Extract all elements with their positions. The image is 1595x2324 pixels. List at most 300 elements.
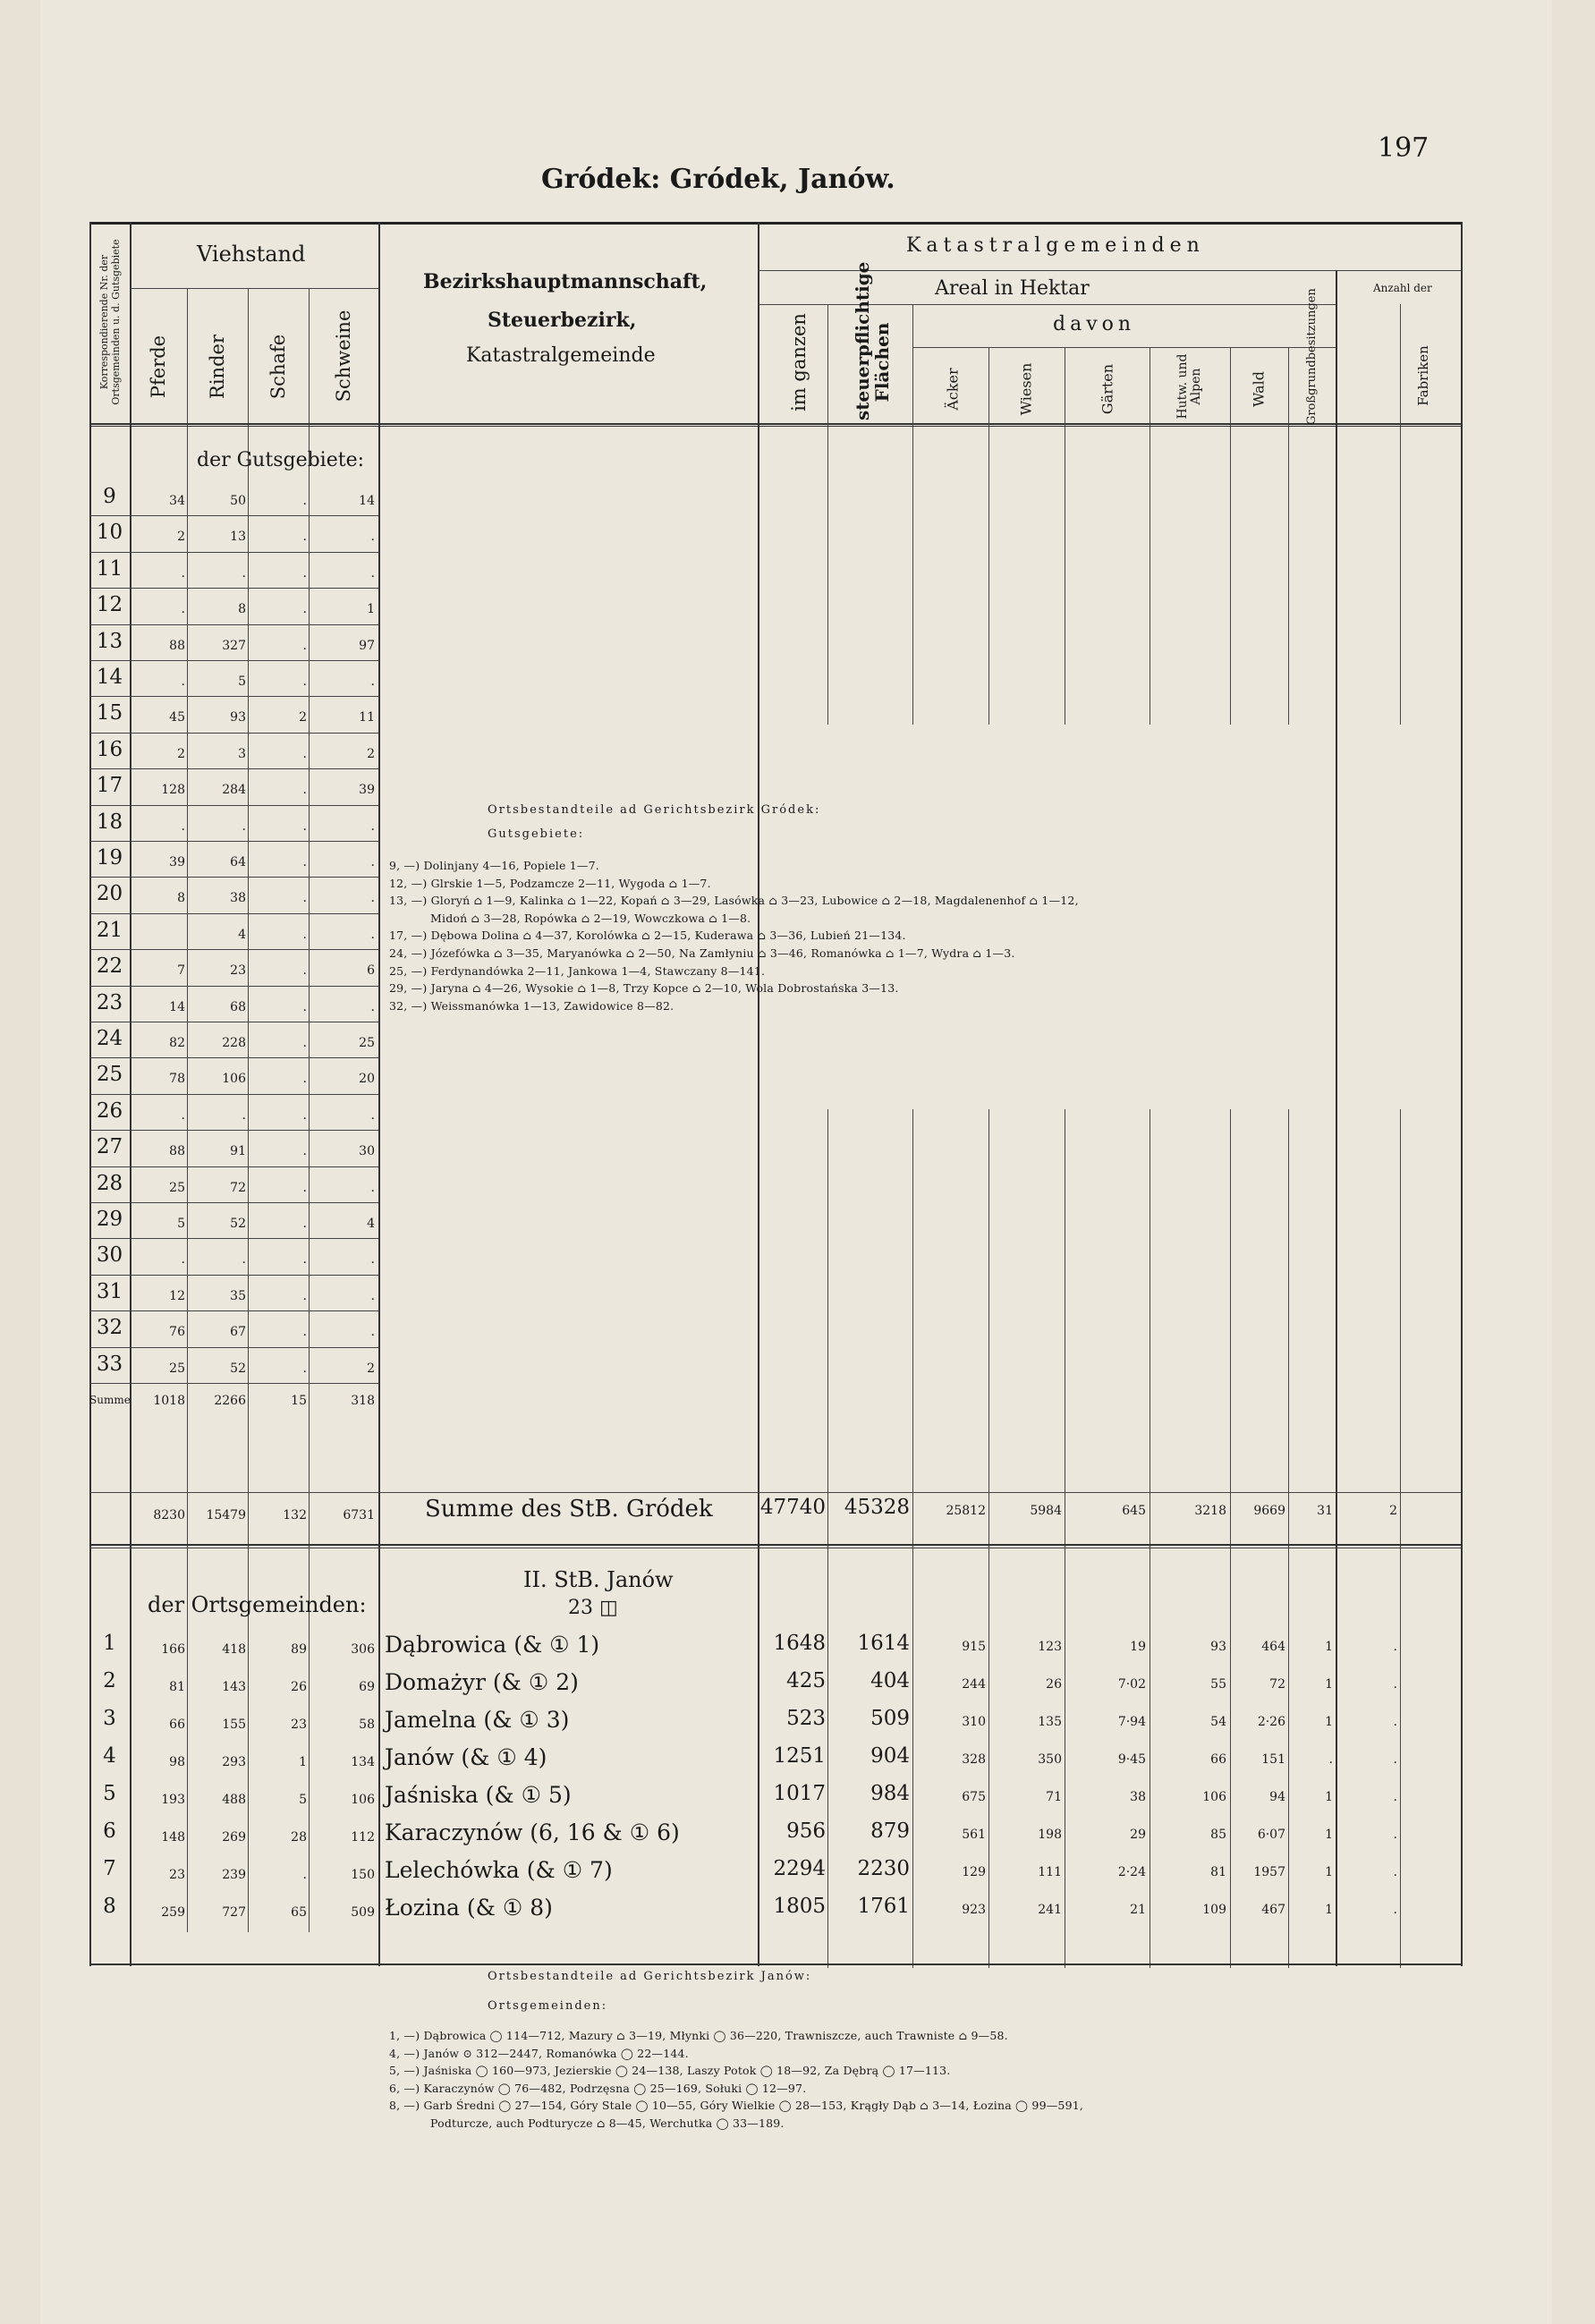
janow-area-cell: 1017 <box>773 1782 826 1805</box>
janow-area-cell: . <box>1393 1903 1397 1917</box>
janow-area-cell: 328 <box>962 1752 986 1767</box>
notes1-title: Ortsbestandteile ad Gerichtsbezirk Gródek: <box>488 803 821 817</box>
janow-place-name: Karaczynów (6, 16 & ① 6) <box>385 1819 680 1845</box>
cell-pferde: . <box>181 1252 185 1268</box>
janow-area-cell: 1614 <box>857 1632 910 1655</box>
aecker-header: Äcker <box>944 368 962 411</box>
janow-area-cell: 350 <box>1038 1752 1062 1767</box>
janow-row-number: 3 <box>103 1707 116 1730</box>
cell-pferde: 25 <box>169 1361 185 1376</box>
wiesen-header: Wiesen <box>1017 362 1035 416</box>
cell-schweine: 30 <box>359 1144 375 1159</box>
notes1-line: 32, —) Weissmanówka 1—13, Zawidowice 8—82. <box>389 998 674 1013</box>
cell-schafe: . <box>302 1252 307 1268</box>
janow-area-cell: 467 <box>1261 1903 1285 1917</box>
janow-place-name: Janów (& ① 4) <box>385 1744 547 1770</box>
row-number: 18 <box>96 810 123 834</box>
summe-stb-area: 45328 <box>844 1496 910 1519</box>
cell-pferde: 82 <box>169 1036 185 1050</box>
cell-schafe: . <box>302 1325 307 1340</box>
summe-stb-area: 5984 <box>1030 1504 1062 1518</box>
cell-schweine: . <box>370 855 375 869</box>
cell-rinder: 228 <box>222 1036 246 1050</box>
janow-area-cell: 923 <box>962 1903 986 1917</box>
janow-area-cell: 464 <box>1261 1640 1285 1654</box>
cell-schafe: . <box>302 1107 307 1123</box>
janow-area-cell: 404 <box>870 1669 910 1692</box>
cell-rinder: 72 <box>230 1180 246 1195</box>
summe-stb-area: 25812 <box>946 1504 986 1518</box>
row-number: 17 <box>96 774 123 798</box>
janow-section-sub: 23 ◫ <box>568 1597 618 1619</box>
janow-area-cell: . <box>1393 1752 1397 1767</box>
janow-row-number: 4 <box>103 1744 116 1768</box>
row-line <box>89 588 378 589</box>
notes1-line: 12, —) Glrskie 1—5, Podzamcze 2—11, Wygoda ⌂ 1—7. <box>389 876 711 890</box>
notes1-line: 29, —) Jaryna ⌂ 4—26, Wysokie ⌂ 1—8, Trzy Kopce ⌂ 2—10, Wola Dobrostańska 3—13. <box>389 981 899 996</box>
row-number: 29 <box>96 1208 123 1231</box>
cell-schafe: . <box>302 1217 307 1231</box>
row-number: 16 <box>96 737 123 761</box>
cell-pferde: 2 <box>177 530 185 545</box>
ortsgemeinden-label: der Ortsgemeinden: <box>148 1592 367 1617</box>
janow-place-name: Domażyr (& ① 2) <box>385 1669 579 1695</box>
cell-schafe: . <box>302 530 307 545</box>
janow-cell-rinder: 727 <box>222 1905 246 1920</box>
janow-area-cell: 1 <box>1325 1715 1333 1729</box>
cell-pferde: 128 <box>161 783 185 798</box>
janow-area-cell: 85 <box>1210 1828 1226 1842</box>
areal-header: Areal in Hektar <box>935 277 1090 300</box>
summe-stb-cell: 6731 <box>343 1508 375 1522</box>
fabriken-header: Fabriken <box>1415 345 1431 406</box>
row-number: 30 <box>96 1243 123 1268</box>
janow-area-cell: 111 <box>1038 1865 1062 1879</box>
janow-area-cell: 675 <box>962 1790 986 1804</box>
row-line <box>89 1094 378 1095</box>
janow-cell-schweine: 58 <box>359 1718 375 1732</box>
janow-area-cell: 1957 <box>1253 1865 1285 1879</box>
cell-rinder: 64 <box>230 855 246 869</box>
cell-pferde: . <box>181 1107 185 1123</box>
row-number: 25 <box>96 1063 123 1087</box>
janow-area-cell: 310 <box>962 1715 986 1729</box>
row-number: 20 <box>96 882 123 906</box>
corr-nr-header: Korrespondierende Nr. der Ortsgemeinden u. d. Gutsgebiete <box>98 239 122 405</box>
notes1-line: 25, —) Ferdynandówka 2—11, Jankowa 1—4, Stawczany 8—141. <box>389 963 766 978</box>
cell-pferde: 5 <box>177 1217 185 1231</box>
page-title: Gródek: Gródek, Janów. <box>541 164 895 195</box>
bezirk-header-1: Bezirkshauptmannschaft, <box>423 270 708 293</box>
anzahl-header: Anzahl der <box>1373 282 1432 294</box>
page <box>40 0 1552 2324</box>
summe-stb-area: 645 <box>1122 1504 1146 1518</box>
cell-schweine: 1 <box>367 602 375 617</box>
summe-cell: 318 <box>351 1394 375 1408</box>
summe-cell: 2266 <box>214 1394 246 1408</box>
janow-area-cell: 135 <box>1038 1715 1062 1729</box>
row-line <box>89 624 378 625</box>
cell-schafe: . <box>302 1288 307 1303</box>
cell-pferde: 7 <box>177 963 185 979</box>
row-line <box>89 1130 378 1131</box>
janow-area-cell: 1648 <box>773 1632 826 1655</box>
row-line <box>89 660 378 661</box>
janow-area-cell: 561 <box>962 1828 986 1842</box>
cell-rinder: 106 <box>222 1072 246 1087</box>
janow-area-cell: 509 <box>870 1707 910 1730</box>
janow-area-cell: 904 <box>870 1744 910 1768</box>
janow-area-cell: 7·94 <box>1117 1715 1146 1729</box>
cell-schafe: . <box>302 818 307 834</box>
janow-area-cell: 984 <box>870 1782 910 1805</box>
janow-place-name: Lelechówka (& ① 7) <box>385 1857 613 1883</box>
row-line <box>89 1347 378 1348</box>
janow-area-cell: . <box>1393 1640 1397 1654</box>
row-number: 22 <box>96 954 123 979</box>
janow-cell-pferde: 23 <box>169 1868 185 1882</box>
cell-schweine: 97 <box>359 638 375 653</box>
janow-area-cell: 2·24 <box>1117 1865 1146 1879</box>
summe-stb-label: Summe des StB. Gródek <box>425 1496 713 1522</box>
cell-schafe: . <box>302 855 307 869</box>
viehstand-header: Viehstand <box>197 242 306 267</box>
cell-schafe: . <box>302 1072 307 1087</box>
janow-area-cell: 244 <box>962 1677 986 1692</box>
row-number: 27 <box>96 1135 123 1159</box>
notes1-line: Midoń ⌂ 3—28, Ropówka ⌂ 2—19, Wowczkowa ⌂ 1—8. <box>430 911 751 925</box>
row-number: 21 <box>96 918 123 942</box>
janow-place-name: Dąbrowica (& ① 1) <box>385 1632 600 1658</box>
summe-stb-area: 3218 <box>1194 1504 1226 1518</box>
janow-cell-schafe: 1 <box>299 1755 307 1769</box>
janow-cell-schweine: 509 <box>351 1905 375 1920</box>
cell-schweine: . <box>370 674 375 689</box>
janow-row-number: 7 <box>103 1857 116 1880</box>
row-line <box>89 1057 378 1058</box>
summe-stb-area: 2 <box>1389 1504 1397 1518</box>
cell-schafe: . <box>302 674 307 689</box>
janow-area-cell: 523 <box>786 1707 826 1730</box>
janow-cell-rinder: 418 <box>222 1642 246 1657</box>
row-number: 33 <box>96 1352 123 1376</box>
cell-schweine: 2 <box>367 1361 375 1376</box>
row-line <box>89 552 378 553</box>
davon-header: davon <box>1053 313 1136 335</box>
cell-pferde: 88 <box>169 638 185 653</box>
row-line <box>89 733 378 734</box>
cell-schweine: 39 <box>359 783 375 798</box>
janow-area-cell: . <box>1328 1752 1333 1767</box>
cell-schweine: . <box>370 530 375 545</box>
schweine-header: Schweine <box>333 310 354 403</box>
bezirk-header-3: Katastralgemeinde <box>466 344 656 367</box>
janow-area-cell: 198 <box>1038 1828 1062 1842</box>
cell-pferde: 14 <box>169 999 185 1014</box>
cell-schweine: 4 <box>367 1217 375 1231</box>
janow-place-name: Jamelna (& ① 3) <box>385 1707 570 1733</box>
summe-stb-cell: 8230 <box>153 1508 185 1522</box>
cell-schweine: 20 <box>359 1072 375 1087</box>
cell-schafe: . <box>302 602 307 617</box>
cell-schweine: 11 <box>359 710 375 725</box>
janow-section-title: II. StB. Janów <box>523 1567 674 1592</box>
cell-schafe: . <box>302 1144 307 1159</box>
cell-rinder: 23 <box>230 963 246 979</box>
janow-area-cell: 72 <box>1269 1677 1285 1692</box>
janow-area-cell: 1251 <box>773 1744 826 1768</box>
janow-row-number: 6 <box>103 1819 116 1843</box>
steuer-header: steuerpflichtige Flächen <box>852 261 893 420</box>
cell-rinder: 3 <box>238 746 246 761</box>
janow-area-cell: 2230 <box>857 1857 910 1880</box>
cell-pferde: 8 <box>177 891 185 906</box>
row-line <box>89 841 378 842</box>
janow-area-cell: 915 <box>962 1640 986 1654</box>
notes2-line: 5, —) Jaśniska ◯ 160—973, Jezierskie ◯ 24—138, Laszy Potok ◯ 18—92, Za Dębrą ◯ 17—113. <box>389 2064 951 2078</box>
row-line <box>89 949 378 950</box>
janow-area-cell: 1 <box>1325 1903 1333 1917</box>
janow-area-cell: 425 <box>786 1669 826 1692</box>
janow-area-cell: 1 <box>1325 1677 1333 1692</box>
cell-schweine: . <box>370 927 375 942</box>
janow-cell-pferde: 259 <box>161 1905 185 1920</box>
janow-area-cell: 71 <box>1046 1790 1062 1804</box>
janow-area-cell: 55 <box>1210 1677 1226 1692</box>
cell-schafe: . <box>302 1036 307 1050</box>
janow-cell-rinder: 239 <box>222 1868 246 1882</box>
notes1-line: 13, —) Gloryń ⌂ 1—9, Kalinka ⌂ 1—22, Kopań ⌂ 3—29, Lasówka ⌂ 3—23, Lubowice ⌂ 2—18, Magdalenenhof ⌂ 1—12, <box>389 894 1079 908</box>
notes2-line: Podturcze, auch Podturycze ⌂ 8—45, Werchutka ◯ 33—189. <box>430 2116 785 2130</box>
row-line <box>89 768 378 769</box>
row-line <box>89 805 378 806</box>
janow-place-name: Jaśniska (& ① 5) <box>385 1782 572 1808</box>
summe-label: Summe <box>89 1394 131 1406</box>
janow-cell-pferde: 66 <box>169 1718 185 1732</box>
notes2-line: 1, —) Dąbrowica ◯ 114—712, Mazury ⌂ 3—19, Młynki ◯ 36—220, Trawniszcze, auch Trawniste ⌂ 9—58. <box>389 2029 1008 2042</box>
janow-cell-schafe: 26 <box>291 1680 307 1694</box>
cell-schafe: 2 <box>299 710 307 725</box>
janow-area-cell: 7·02 <box>1117 1677 1146 1692</box>
cell-rinder: 67 <box>230 1325 246 1340</box>
janow-cell-schafe: 89 <box>291 1642 307 1657</box>
summe-cell: 1018 <box>153 1394 185 1408</box>
janow-cell-pferde: 98 <box>169 1755 185 1769</box>
cell-schafe: . <box>302 963 307 979</box>
janow-cell-rinder: 488 <box>222 1793 246 1807</box>
janow-area-cell: 93 <box>1210 1640 1226 1654</box>
janow-cell-schweine: 306 <box>351 1642 375 1657</box>
row-number: 15 <box>96 701 123 725</box>
cell-rinder: 4 <box>238 927 246 942</box>
cell-rinder: 284 <box>222 783 246 798</box>
janow-area-cell: 21 <box>1130 1903 1146 1917</box>
notes2-line: 4, —) Janów ⊙ 312—2447, Romanówka ◯ 22—144. <box>389 2046 689 2060</box>
janow-area-cell: . <box>1393 1828 1397 1842</box>
cell-schweine: . <box>370 891 375 906</box>
schafe-header: Schafe <box>267 334 289 400</box>
cell-schweine: 2 <box>367 746 375 761</box>
row-line <box>89 1238 378 1239</box>
cell-schafe: . <box>302 999 307 1014</box>
cell-rinder: 35 <box>230 1288 246 1303</box>
cell-pferde: . <box>181 818 185 834</box>
row-line <box>89 515 378 516</box>
cell-schafe: . <box>302 1361 307 1376</box>
gutsgebiete-label: der Gutsgebiete: <box>197 449 364 471</box>
janow-cell-schweine: 150 <box>351 1868 375 1882</box>
janow-cell-pferde: 166 <box>161 1642 185 1657</box>
wald-header: Wald <box>1250 371 1268 407</box>
janow-area-cell: 1 <box>1325 1865 1333 1879</box>
cell-pferde: 39 <box>169 855 185 869</box>
janow-area-cell: 26 <box>1046 1677 1062 1692</box>
janow-area-cell: 9·45 <box>1117 1752 1146 1767</box>
row-line <box>89 1166 378 1167</box>
row-number: 9 <box>103 485 116 508</box>
row-number: 14 <box>96 666 123 689</box>
cell-schafe: . <box>302 927 307 942</box>
row-line <box>89 1383 378 1384</box>
row-number: 26 <box>96 1098 123 1123</box>
janow-area-cell: 1 <box>1325 1828 1333 1842</box>
notes1-sub: Gutsgebiete: <box>488 827 585 841</box>
janow-area-cell: 6·07 <box>1257 1828 1285 1842</box>
janow-area-cell: 109 <box>1202 1903 1226 1917</box>
janow-cell-schafe: . <box>302 1868 307 1882</box>
cell-schafe: . <box>302 494 307 508</box>
rinder-header: Rinder <box>207 335 228 399</box>
janow-area-cell: 1 <box>1325 1790 1333 1804</box>
janow-cell-pferde: 193 <box>161 1793 185 1807</box>
cell-rinder: 38 <box>230 891 246 906</box>
cell-schafe: . <box>302 783 307 798</box>
janow-area-cell: 66 <box>1210 1752 1226 1767</box>
janow-cell-rinder: 143 <box>222 1680 246 1694</box>
row-number: 31 <box>96 1279 123 1303</box>
cell-pferde: 12 <box>169 1288 185 1303</box>
row-number: 32 <box>96 1316 123 1340</box>
janow-row-number: 1 <box>103 1632 116 1655</box>
janow-row-number: 8 <box>103 1895 116 1918</box>
row-number: 10 <box>96 521 123 545</box>
cell-pferde: 34 <box>169 494 185 508</box>
janow-area-cell: . <box>1393 1677 1397 1692</box>
cell-pferde: 2 <box>177 746 185 761</box>
janow-cell-pferde: 81 <box>169 1680 185 1694</box>
cell-pferde: 25 <box>169 1180 185 1195</box>
janow-cell-schweine: 106 <box>351 1793 375 1807</box>
janow-area-cell: . <box>1393 1790 1397 1804</box>
cell-schweine: 25 <box>359 1036 375 1050</box>
janow-cell-pferde: 148 <box>161 1830 185 1845</box>
notes2-title: Ortsbestandteile ad Gerichtsbezirk Janów: <box>488 1970 812 1983</box>
cell-rinder: 68 <box>230 999 246 1014</box>
pferde-header: Pferde <box>148 335 169 399</box>
janow-cell-rinder: 155 <box>222 1718 246 1732</box>
janow-area-cell: 956 <box>786 1819 826 1843</box>
janow-area-cell: . <box>1393 1865 1397 1879</box>
janow-area-cell: 1805 <box>773 1895 826 1918</box>
cell-pferde: . <box>181 565 185 581</box>
janow-cell-schweine: 134 <box>351 1755 375 1769</box>
janow-row-number: 5 <box>103 1782 116 1805</box>
cell-schweine: . <box>370 1325 375 1340</box>
cell-pferde: 78 <box>169 1072 185 1087</box>
janow-area-cell: 2294 <box>773 1857 826 1880</box>
janow-cell-rinder: 269 <box>222 1830 246 1845</box>
cell-schweine: 14 <box>359 494 375 508</box>
cell-schweine: . <box>370 999 375 1014</box>
cell-rinder: 50 <box>230 494 246 508</box>
hutw-header: Hutw. und Alpen <box>1175 353 1203 420</box>
cell-rinder: 327 <box>222 638 246 653</box>
row-line <box>89 986 378 987</box>
janow-area-cell: 129 <box>962 1865 986 1879</box>
katastral-header: Katastralgemeinden <box>906 234 1205 257</box>
im-ganzen-header: im ganzen <box>788 313 810 411</box>
row-number: 11 <box>96 556 123 581</box>
janow-area-cell: 2·26 <box>1257 1715 1285 1729</box>
cell-rinder: 91 <box>230 1144 246 1159</box>
janow-area-cell: 123 <box>1038 1640 1062 1654</box>
janow-area-cell: 1761 <box>857 1895 910 1918</box>
row-number: 28 <box>96 1171 123 1195</box>
cell-schweine: . <box>370 1252 375 1268</box>
janow-area-cell: 879 <box>870 1819 910 1843</box>
summe-stb-area: 47740 <box>759 1496 826 1519</box>
cell-pferde: 88 <box>169 1144 185 1159</box>
cell-schafe: . <box>302 565 307 581</box>
row-number: 24 <box>96 1027 123 1050</box>
notes2-line: 6, —) Karaczynów ◯ 76—482, Podrzęsna ◯ 25—169, Sołuki ◯ 12—97. <box>389 2081 807 2095</box>
cell-rinder: 8 <box>238 602 246 617</box>
janow-area-cell: 29 <box>1130 1828 1146 1842</box>
summe-stb-area: 31 <box>1317 1504 1333 1518</box>
row-number: 12 <box>96 593 123 617</box>
summe-stb-cell: 132 <box>283 1508 307 1522</box>
cell-schweine: . <box>370 1107 375 1123</box>
summe-cell: 15 <box>291 1394 307 1408</box>
row-line <box>89 913 378 914</box>
cell-rinder: 5 <box>238 674 246 689</box>
summe-stb-cell: 15479 <box>206 1508 246 1522</box>
janow-place-name: Łozina (& ① 8) <box>385 1895 553 1921</box>
cell-rinder: . <box>242 1107 246 1123</box>
row-line <box>89 1275 378 1276</box>
janow-area-cell: 94 <box>1269 1790 1285 1804</box>
cell-schafe: . <box>302 891 307 906</box>
janow-area-cell: 54 <box>1210 1715 1226 1729</box>
janow-area-cell: 38 <box>1130 1790 1146 1804</box>
janow-area-cell: 19 <box>1130 1640 1146 1654</box>
summe-stb-area: 9669 <box>1253 1504 1285 1518</box>
janow-cell-schweine: 69 <box>359 1680 375 1694</box>
cell-schweine: 6 <box>367 963 375 979</box>
janow-row-number: 2 <box>103 1669 116 1692</box>
cell-pferde: 76 <box>169 1325 185 1340</box>
notes1-line: 9, —) Dolinjany 4—16, Popiele 1—7. <box>389 859 599 872</box>
janow-cell-schafe: 28 <box>291 1830 307 1845</box>
page-number: 197 <box>1378 132 1430 164</box>
gross-header: Großgrundbesitzungen <box>1305 288 1319 425</box>
janow-cell-schafe: 5 <box>299 1793 307 1807</box>
cell-rinder: . <box>242 1252 246 1268</box>
row-number: 19 <box>96 846 123 869</box>
janow-area-cell: 106 <box>1202 1790 1226 1804</box>
notes2-line: 8, —) Garb Średni ◯ 27—154, Góry Stale ◯ 10—55, Góry Wielkie ◯ 28—153, Krągły Dąb ⌂ 3—14, Łozina ◯ 99—591, <box>389 2099 1084 2113</box>
cell-schweine: . <box>370 1180 375 1195</box>
